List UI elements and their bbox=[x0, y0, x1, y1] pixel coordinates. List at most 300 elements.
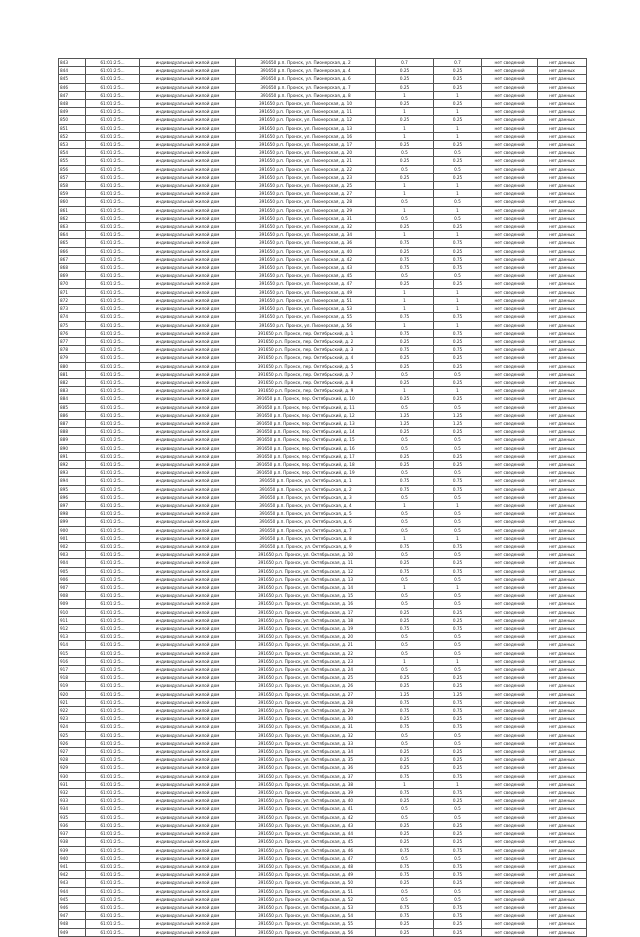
row-number-cell: 904 bbox=[59, 559, 86, 567]
row-number-cell: 872 bbox=[59, 296, 86, 304]
row-number-cell: 948 bbox=[59, 920, 86, 928]
cadastral-number-cell: 61:01:2:5... bbox=[86, 526, 140, 534]
area-primary-cell: 0.75 bbox=[376, 542, 434, 550]
land-type-cell: индивидуальный жилой дом bbox=[140, 436, 236, 444]
land-type-cell: индивидуальный жилой дом bbox=[140, 354, 236, 362]
area-secondary-cell: 0.25 bbox=[434, 362, 482, 370]
encumbrance-cell: нет данных bbox=[538, 67, 587, 75]
area-primary-cell: 0.75 bbox=[376, 698, 434, 706]
address-cell: 391650 р.п. Пронск, ул. Пионерская, д. 21 bbox=[236, 157, 376, 165]
area-secondary-cell: 0.5 bbox=[434, 510, 482, 518]
table-row bbox=[59, 329, 587, 337]
address-cell: 391650 р.п. Пронск, ул. Октябрьская, д. 34 bbox=[236, 748, 376, 756]
land-type-cell: индивидуальный жилой дом bbox=[140, 805, 236, 813]
right-type-cell: нет сведений bbox=[482, 182, 538, 190]
encumbrance-cell: нет данных bbox=[538, 862, 587, 870]
area-primary-cell: 0.5 bbox=[376, 854, 434, 862]
row-number-cell: 927 bbox=[59, 748, 86, 756]
land-type-cell: индивидуальный жилой дом bbox=[140, 797, 236, 805]
area-secondary-cell: 0.5 bbox=[434, 895, 482, 903]
cadastral-number-cell: 61:01:2:5... bbox=[86, 559, 140, 567]
area-secondary-cell: 0.75 bbox=[434, 255, 482, 263]
address-cell: 391650 р.п. Пронск, пер. Октябрьский, д. 14 bbox=[236, 428, 376, 436]
right-type-cell: нет сведений bbox=[482, 789, 538, 797]
right-type-cell: нет сведений bbox=[482, 838, 538, 846]
address-cell: 391650 р.п. Пронск, ул. Пионерская, д. 25 bbox=[236, 182, 376, 190]
encumbrance-cell: нет данных bbox=[538, 190, 587, 198]
land-type-cell: индивидуальный жилой дом bbox=[140, 633, 236, 641]
encumbrance-cell: нет данных bbox=[538, 797, 587, 805]
right-type-cell: нет сведений bbox=[482, 387, 538, 395]
row-number-cell: 844 bbox=[59, 67, 86, 75]
area-secondary-cell: 0.5 bbox=[434, 214, 482, 222]
cadastral-number-cell: 61:01:2:5... bbox=[86, 920, 140, 928]
address-cell: 391650 р.п. Пронск, ул. Октябрьская, д. 12 bbox=[236, 567, 376, 575]
row-number-cell: 905 bbox=[59, 567, 86, 575]
address-cell: 391650 р.п. Пронск, ул. Пионерская, д. 34 bbox=[236, 231, 376, 239]
land-type-cell: индивидуальный жилой дом bbox=[140, 231, 236, 239]
area-primary-cell: 0.25 bbox=[376, 247, 434, 255]
area-primary-cell: 0.25 bbox=[376, 75, 434, 83]
address-cell: 391650 р.п. Пронск, ул. Октябрьская, д. 38 bbox=[236, 780, 376, 788]
table-row bbox=[59, 912, 587, 920]
area-secondary-cell: 0.25 bbox=[434, 280, 482, 288]
land-type-cell: индивидуальный жилой дом bbox=[140, 469, 236, 477]
table-row bbox=[59, 280, 587, 288]
cadastral-number-cell: 61:01:2:5... bbox=[86, 100, 140, 108]
address-cell: 391650 р.п. Пронск, ул. Пионерская, д. 45 bbox=[236, 272, 376, 280]
area-secondary-cell: 0.25 bbox=[434, 674, 482, 682]
row-number-cell: 908 bbox=[59, 592, 86, 600]
right-type-cell: нет сведений bbox=[482, 296, 538, 304]
right-type-cell: нет сведений bbox=[482, 928, 538, 936]
area-secondary-cell: 0.25 bbox=[434, 756, 482, 764]
row-number-cell: 888 bbox=[59, 428, 86, 436]
encumbrance-cell: нет данных bbox=[538, 821, 587, 829]
area-primary-cell: 0.25 bbox=[376, 756, 434, 764]
address-cell: 391650 р.п. Пронск, ул. Пионерская, д. 47 bbox=[236, 280, 376, 288]
area-secondary-cell: 0.25 bbox=[434, 920, 482, 928]
right-type-cell: нет сведений bbox=[482, 772, 538, 780]
row-number-cell: 924 bbox=[59, 723, 86, 731]
table-row bbox=[59, 305, 587, 313]
cadastral-number-cell: 61:01:2:5... bbox=[86, 542, 140, 550]
area-primary-cell: 0.5 bbox=[376, 592, 434, 600]
area-secondary-cell: 0.5 bbox=[434, 436, 482, 444]
encumbrance-cell: нет данных bbox=[538, 756, 587, 764]
right-type-cell: нет сведений bbox=[482, 206, 538, 214]
data-table bbox=[58, 58, 587, 937]
address-cell: 391650 р.п. Пронск, ул. Пионерская, д. 10 bbox=[236, 100, 376, 108]
cadastral-number-cell: 61:01:2:5... bbox=[86, 854, 140, 862]
table-row bbox=[59, 674, 587, 682]
address-cell: 391650 р.п. Пронск, ул. Октябрьская, д. 44 bbox=[236, 830, 376, 838]
row-number-cell: 925 bbox=[59, 731, 86, 739]
address-cell: 391650 р.п. Пронск, ул. Октябрьская, д. 47 bbox=[236, 854, 376, 862]
encumbrance-cell: нет данных bbox=[538, 551, 587, 559]
encumbrance-cell: нет данных bbox=[538, 403, 587, 411]
right-type-cell: нет сведений bbox=[482, 288, 538, 296]
table-row bbox=[59, 182, 587, 190]
area-primary-cell: 0.7 bbox=[376, 59, 434, 67]
address-cell: 391650 р.п. Пронск, ул. Пионерская, д. 22 bbox=[236, 165, 376, 173]
row-number-cell: 873 bbox=[59, 305, 86, 313]
area-primary-cell: 0.25 bbox=[376, 928, 434, 936]
right-type-cell: нет сведений bbox=[482, 493, 538, 501]
right-type-cell: нет сведений bbox=[482, 460, 538, 468]
table-row bbox=[59, 321, 587, 329]
land-type-cell: индивидуальный жилой дом bbox=[140, 337, 236, 345]
encumbrance-cell: нет данных bbox=[538, 321, 587, 329]
area-secondary-cell: 0.5 bbox=[434, 854, 482, 862]
cadastral-number-cell: 61:01:2:5... bbox=[86, 731, 140, 739]
address-cell: 391650 р.п. Пронск, ул. Октябрьская, д. 15 bbox=[236, 592, 376, 600]
area-primary-cell: 1 bbox=[376, 534, 434, 542]
encumbrance-cell: нет данных bbox=[538, 198, 587, 206]
row-number-cell: 929 bbox=[59, 764, 86, 772]
area-secondary-cell: 0.75 bbox=[434, 567, 482, 575]
land-type-cell: индивидуальный жилой дом bbox=[140, 157, 236, 165]
area-secondary-cell: 0.5 bbox=[434, 272, 482, 280]
area-primary-cell: 0.75 bbox=[376, 239, 434, 247]
right-type-cell: нет сведений bbox=[482, 67, 538, 75]
table-row bbox=[59, 165, 587, 173]
address-cell: 391650 р.п. Пронск, ул. Октябрьская, д. 10 bbox=[236, 551, 376, 559]
row-number-cell: 879 bbox=[59, 354, 86, 362]
table-row bbox=[59, 854, 587, 862]
land-type-cell: индивидуальный жилой дом bbox=[140, 223, 236, 231]
cadastral-number-cell: 61:01:2:5... bbox=[86, 428, 140, 436]
table-row bbox=[59, 132, 587, 140]
land-type-cell: индивидуальный жилой дом bbox=[140, 264, 236, 272]
land-type-cell: индивидуальный жилой дом bbox=[140, 198, 236, 206]
right-type-cell: нет сведений bbox=[482, 370, 538, 378]
land-type-cell: индивидуальный жилой дом bbox=[140, 173, 236, 181]
row-number-cell: 884 bbox=[59, 395, 86, 403]
cadastral-number-cell: 61:01:2:5... bbox=[86, 764, 140, 772]
right-type-cell: нет сведений bbox=[482, 625, 538, 633]
area-primary-cell: 1 bbox=[376, 132, 434, 140]
right-type-cell: нет сведений bbox=[482, 132, 538, 140]
area-secondary-cell: 0.25 bbox=[434, 838, 482, 846]
address-cell: 391650 р.п. Пронск, ул. Пионерская, д. 11 bbox=[236, 108, 376, 116]
table-row bbox=[59, 100, 587, 108]
row-number-cell: 920 bbox=[59, 690, 86, 698]
encumbrance-cell: нет данных bbox=[538, 871, 587, 879]
address-cell: 391650 р.п. Пронск, ул. Октябрьская, д. 22 bbox=[236, 649, 376, 657]
encumbrance-cell: нет данных bbox=[538, 116, 587, 124]
cadastral-number-cell: 61:01:2:5... bbox=[86, 165, 140, 173]
encumbrance-cell: нет данных bbox=[538, 608, 587, 616]
area-secondary-cell: 0.75 bbox=[434, 477, 482, 485]
table-row bbox=[59, 838, 587, 846]
right-type-cell: нет сведений bbox=[482, 649, 538, 657]
area-secondary-cell: 1 bbox=[434, 288, 482, 296]
land-type-cell: индивидуальный жилой дом bbox=[140, 305, 236, 313]
area-secondary-cell: 0.75 bbox=[434, 862, 482, 870]
land-type-cell: индивидуальный жилой дом bbox=[140, 510, 236, 518]
area-primary-cell: 0.25 bbox=[376, 821, 434, 829]
land-type-cell: индивидуальный жилой дом bbox=[140, 534, 236, 542]
area-primary-cell: 0.25 bbox=[376, 682, 434, 690]
area-primary-cell: 0.5 bbox=[376, 444, 434, 452]
land-type-cell: индивидуальный жилой дом bbox=[140, 542, 236, 550]
land-type-cell: индивидуальный жилой дом bbox=[140, 551, 236, 559]
right-type-cell: нет сведений bbox=[482, 231, 538, 239]
area-primary-cell: 0.5 bbox=[376, 600, 434, 608]
area-secondary-cell: 0.5 bbox=[434, 739, 482, 747]
encumbrance-cell: нет данных bbox=[538, 247, 587, 255]
area-primary-cell: 0.5 bbox=[376, 403, 434, 411]
table-row bbox=[59, 715, 587, 723]
address-cell: 391650 р.п. Пронск, ул. Октябрьская, д. 40 bbox=[236, 797, 376, 805]
address-cell: 391650 р.п. Пронск, пер. Октябрьский, д. 13 bbox=[236, 419, 376, 427]
address-cell: 391650 р.п. Пронск, ул. Октябрьская, д. 35 bbox=[236, 756, 376, 764]
right-type-cell: нет сведений bbox=[482, 575, 538, 583]
right-type-cell: нет сведений bbox=[482, 748, 538, 756]
area-secondary-cell: 1 bbox=[434, 657, 482, 665]
cadastral-number-cell: 61:01:2:5... bbox=[86, 214, 140, 222]
cadastral-number-cell: 61:01:2:5... bbox=[86, 264, 140, 272]
row-number-cell: 928 bbox=[59, 756, 86, 764]
area-secondary-cell: 1 bbox=[434, 206, 482, 214]
row-number-cell: 861 bbox=[59, 206, 86, 214]
row-number-cell: 891 bbox=[59, 452, 86, 460]
address-cell: 391650 р.п. Пронск, ул. Пионерская, д. 49 bbox=[236, 288, 376, 296]
row-number-cell: 848 bbox=[59, 100, 86, 108]
area-secondary-cell: 1.25 bbox=[434, 419, 482, 427]
table-row bbox=[59, 296, 587, 304]
encumbrance-cell: нет данных bbox=[538, 223, 587, 231]
area-secondary-cell: 0.5 bbox=[434, 444, 482, 452]
area-primary-cell: 0.5 bbox=[376, 551, 434, 559]
cadastral-number-cell: 61:01:2:5... bbox=[86, 780, 140, 788]
cadastral-number-cell: 61:01:2:5... bbox=[86, 362, 140, 370]
encumbrance-cell: нет данных bbox=[538, 444, 587, 452]
land-type-cell: индивидуальный жилой дом bbox=[140, 780, 236, 788]
table-row bbox=[59, 75, 587, 83]
encumbrance-cell: нет данных bbox=[538, 288, 587, 296]
row-number-cell: 871 bbox=[59, 288, 86, 296]
encumbrance-cell: нет данных bbox=[538, 584, 587, 592]
land-type-cell: индивидуальный жилой дом bbox=[140, 124, 236, 132]
right-type-cell: нет сведений bbox=[482, 756, 538, 764]
area-secondary-cell: 0.25 bbox=[434, 378, 482, 386]
area-primary-cell: 0.75 bbox=[376, 903, 434, 911]
right-type-cell: нет сведений bbox=[482, 337, 538, 345]
right-type-cell: нет сведений bbox=[482, 830, 538, 838]
cadastral-number-cell: 61:01:2:5... bbox=[86, 657, 140, 665]
table-row bbox=[59, 91, 587, 99]
right-type-cell: нет сведений bbox=[482, 657, 538, 665]
land-type-cell: индивидуальный жилой дом bbox=[140, 674, 236, 682]
cadastral-number-cell: 61:01:2:5... bbox=[86, 173, 140, 181]
encumbrance-cell: нет данных bbox=[538, 59, 587, 67]
encumbrance-cell: нет данных bbox=[538, 337, 587, 345]
row-number-cell: 907 bbox=[59, 584, 86, 592]
encumbrance-cell: нет данных bbox=[538, 272, 587, 280]
address-cell: 391650 р.п. Пронск, ул. Октябрьская, д. 26 bbox=[236, 682, 376, 690]
area-primary-cell: 1.25 bbox=[376, 411, 434, 419]
right-type-cell: нет сведений bbox=[482, 313, 538, 321]
address-cell: 391650 р.п. Пронск, ул. Пионерская, д. 27 bbox=[236, 190, 376, 198]
right-type-cell: нет сведений bbox=[482, 108, 538, 116]
area-secondary-cell: 0.25 bbox=[434, 173, 482, 181]
encumbrance-cell: нет данных bbox=[538, 395, 587, 403]
cadastral-number-cell: 61:01:2:5... bbox=[86, 715, 140, 723]
row-number-cell: 859 bbox=[59, 190, 86, 198]
area-secondary-cell: 0.5 bbox=[434, 813, 482, 821]
table-row bbox=[59, 887, 587, 895]
cadastral-number-cell: 61:01:2:5... bbox=[86, 288, 140, 296]
address-cell: 391650 р.п. Пронск, ул. Октябрьская, д. 29 bbox=[236, 707, 376, 715]
address-cell: 391650 р.п. Пронск, ул. Октябрьская, д. 45 bbox=[236, 838, 376, 846]
encumbrance-cell: нет данных bbox=[538, 526, 587, 534]
land-type-cell: индивидуальный жилой дом bbox=[140, 255, 236, 263]
area-secondary-cell: 0.25 bbox=[434, 100, 482, 108]
area-primary-cell: 0.25 bbox=[376, 748, 434, 756]
area-primary-cell: 0.25 bbox=[376, 100, 434, 108]
land-type-cell: индивидуальный жилой дом bbox=[140, 575, 236, 583]
land-type-cell: индивидуальный жилой дом bbox=[140, 912, 236, 920]
land-type-cell: индивидуальный жилой дом bbox=[140, 584, 236, 592]
address-cell: 391650 р.п. Пронск, ул. Октябрьская, д. 24 bbox=[236, 666, 376, 674]
area-primary-cell: 0.25 bbox=[376, 797, 434, 805]
row-number-cell: 943 bbox=[59, 879, 86, 887]
table-row bbox=[59, 928, 587, 936]
encumbrance-cell: нет данных bbox=[538, 296, 587, 304]
encumbrance-cell: нет данных bbox=[538, 370, 587, 378]
row-number-cell: 866 bbox=[59, 247, 86, 255]
row-number-cell: 847 bbox=[59, 91, 86, 99]
address-cell: 391650 р.п. Пронск, ул. Октябрьская, д. 41 bbox=[236, 805, 376, 813]
area-secondary-cell: 1 bbox=[434, 296, 482, 304]
area-secondary-cell: 0.25 bbox=[434, 428, 482, 436]
row-number-cell: 936 bbox=[59, 821, 86, 829]
right-type-cell: нет сведений bbox=[482, 920, 538, 928]
area-primary-cell: 1 bbox=[376, 108, 434, 116]
encumbrance-cell: нет данных bbox=[538, 575, 587, 583]
table-row bbox=[59, 510, 587, 518]
land-type-cell: индивидуальный жилой дом bbox=[140, 698, 236, 706]
cadastral-number-cell: 61:01:2:5... bbox=[86, 789, 140, 797]
table-row bbox=[59, 698, 587, 706]
encumbrance-cell: нет данных bbox=[538, 124, 587, 132]
address-cell: 391650 р.п. Пронск, ул. Пионерская, д. 4 bbox=[236, 67, 376, 75]
address-cell: 391650 р.п. Пронск, ул. Пионерская, д. 56 bbox=[236, 321, 376, 329]
land-type-cell: индивидуальный жилой дом bbox=[140, 362, 236, 370]
land-type-cell: индивидуальный жилой дом bbox=[140, 846, 236, 854]
row-number-cell: 937 bbox=[59, 830, 86, 838]
table-row bbox=[59, 518, 587, 526]
area-primary-cell: 0.75 bbox=[376, 485, 434, 493]
area-secondary-cell: 0.75 bbox=[434, 485, 482, 493]
row-number-cell: 919 bbox=[59, 682, 86, 690]
land-type-cell: индивидуальный жилой дом bbox=[140, 419, 236, 427]
cadastral-number-cell: 61:01:2:5... bbox=[86, 157, 140, 165]
land-type-cell: индивидуальный жилой дом bbox=[140, 272, 236, 280]
land-type-cell: индивидуальный жилой дом bbox=[140, 518, 236, 526]
land-type-cell: индивидуальный жилой дом bbox=[140, 132, 236, 140]
right-type-cell: нет сведений bbox=[482, 600, 538, 608]
area-primary-cell: 0.5 bbox=[376, 805, 434, 813]
row-number-cell: 913 bbox=[59, 633, 86, 641]
cadastral-number-cell: 61:01:2:5... bbox=[86, 190, 140, 198]
area-primary-cell: 0.25 bbox=[376, 280, 434, 288]
land-type-cell: индивидуальный жилой дом bbox=[140, 387, 236, 395]
right-type-cell: нет сведений bbox=[482, 378, 538, 386]
area-primary-cell: 0.25 bbox=[376, 428, 434, 436]
encumbrance-cell: нет данных bbox=[538, 157, 587, 165]
right-type-cell: нет сведений bbox=[482, 501, 538, 509]
cadastral-number-cell: 61:01:2:5... bbox=[86, 813, 140, 821]
cadastral-number-cell: 61:01:2:5... bbox=[86, 682, 140, 690]
land-type-cell: индивидуальный жилой дом bbox=[140, 403, 236, 411]
table-row bbox=[59, 846, 587, 854]
area-secondary-cell: 0.25 bbox=[434, 67, 482, 75]
cadastral-number-cell: 61:01:2:5... bbox=[86, 830, 140, 838]
right-type-cell: нет сведений bbox=[482, 59, 538, 67]
area-primary-cell: 0.5 bbox=[376, 633, 434, 641]
row-number-cell: 903 bbox=[59, 551, 86, 559]
table-row bbox=[59, 444, 587, 452]
land-type-cell: индивидуальный жилой дом bbox=[140, 739, 236, 747]
table-row bbox=[59, 871, 587, 879]
area-secondary-cell: 0.25 bbox=[434, 460, 482, 468]
right-type-cell: нет сведений bbox=[482, 797, 538, 805]
cadastral-number-cell: 61:01:2:5... bbox=[86, 846, 140, 854]
encumbrance-cell: нет данных bbox=[538, 239, 587, 247]
area-primary-cell: 0.5 bbox=[376, 272, 434, 280]
area-primary-cell: 0.25 bbox=[376, 173, 434, 181]
cadastral-number-cell: 61:01:2:5... bbox=[86, 805, 140, 813]
area-secondary-cell: 0.25 bbox=[434, 395, 482, 403]
table-row bbox=[59, 600, 587, 608]
table-row bbox=[59, 657, 587, 665]
encumbrance-cell: нет данных bbox=[538, 83, 587, 91]
right-type-cell: нет сведений bbox=[482, 239, 538, 247]
encumbrance-cell: нет данных bbox=[538, 542, 587, 550]
land-type-cell: индивидуальный жилой дом bbox=[140, 649, 236, 657]
land-type-cell: индивидуальный жилой дом bbox=[140, 715, 236, 723]
cadastral-number-cell: 61:01:2:5... bbox=[86, 255, 140, 263]
area-secondary-cell: 0.25 bbox=[434, 608, 482, 616]
land-type-cell: индивидуальный жилой дом bbox=[140, 641, 236, 649]
address-cell: 391650 р.п. Пронск, ул. Октябрьская, д. 5 bbox=[236, 510, 376, 518]
encumbrance-cell: нет данных bbox=[538, 132, 587, 140]
area-secondary-cell: 0.75 bbox=[434, 772, 482, 780]
row-number-cell: 849 bbox=[59, 108, 86, 116]
right-type-cell: нет сведений bbox=[482, 526, 538, 534]
right-type-cell: нет сведений bbox=[482, 912, 538, 920]
row-number-cell: 850 bbox=[59, 116, 86, 124]
address-cell: 391650 р.п. Пронск, ул. Пионерская, д. 12 bbox=[236, 116, 376, 124]
area-secondary-cell: 0.25 bbox=[434, 879, 482, 887]
table-row bbox=[59, 370, 587, 378]
right-type-cell: нет сведений bbox=[482, 469, 538, 477]
area-primary-cell: 0.75 bbox=[376, 567, 434, 575]
table-row bbox=[59, 214, 587, 222]
land-type-cell: индивидуальный жилой дом bbox=[140, 723, 236, 731]
area-primary-cell: 0.75 bbox=[376, 723, 434, 731]
area-secondary-cell: 1 bbox=[434, 132, 482, 140]
area-secondary-cell: 0.75 bbox=[434, 912, 482, 920]
area-secondary-cell: 0.25 bbox=[434, 748, 482, 756]
right-type-cell: нет сведений bbox=[482, 165, 538, 173]
area-secondary-cell: 0.25 bbox=[434, 83, 482, 91]
row-number-cell: 889 bbox=[59, 436, 86, 444]
land-type-cell: индивидуальный жилой дом bbox=[140, 460, 236, 468]
